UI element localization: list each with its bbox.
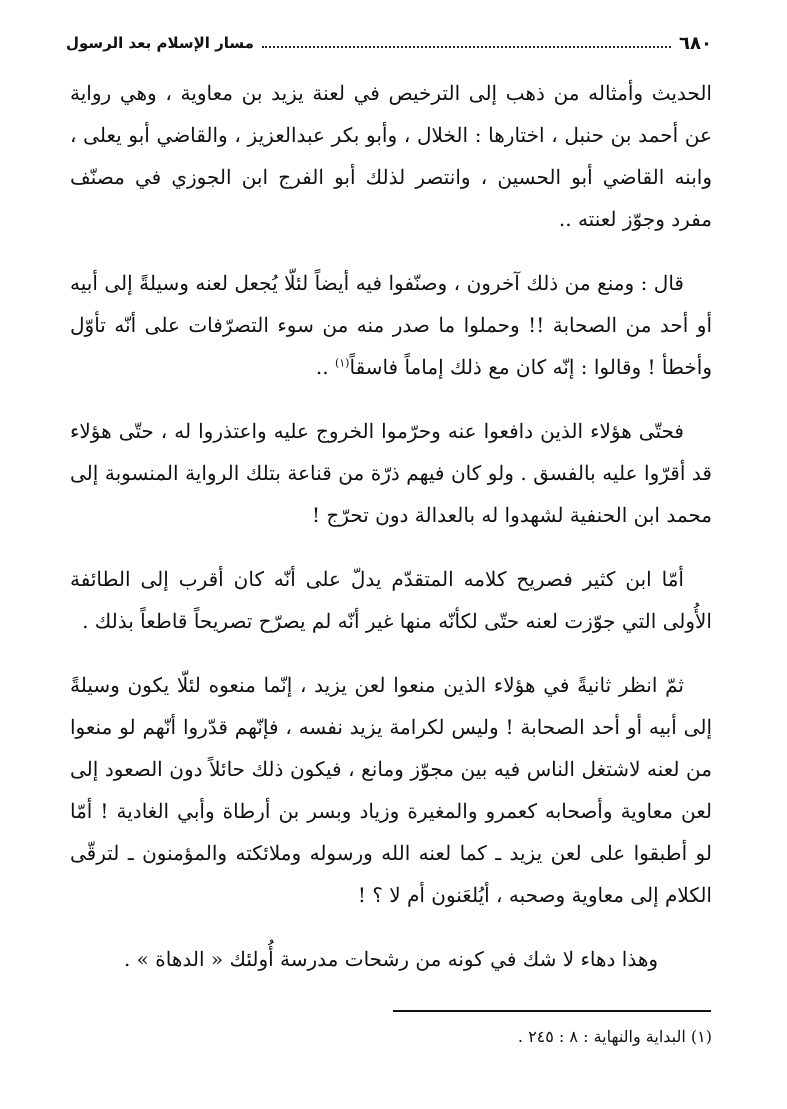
paragraph-3: فحتّى هؤلاء الذين دافعوا عنه وحرّموا الخروج عليه واعتذروا له ، حتّى هؤلاء قد أقرّوا عليه بالفسق . ولو كان فيهم ذرّة من قناعة بتلك الرواية المنسوبة إلى محمد ابن الحنفية لشهدوا له بالعدالة دون تحرّج ! (70, 419, 712, 527)
page-header (66, 26, 712, 60)
footnote-reference: (١) (334, 356, 350, 370)
main-text (70, 72, 712, 1002)
paragraph-2-text: قال : ومنع من ذلك آخرون ، وصنّفوا فيه أيضاً لئلّا يُجعل لعنه وسيلةً إلى أبيه أو أحد من الصحابة !! وحملوا ما صدر منه من سوء التصرّفات على أنّه تأوّل وأخطأ ! وقالوا : إنّه كان مع ذلك إماماً فاسقاً (70, 271, 712, 379)
paragraph-4: أمّا ابن كثير فصريح كلامه المتقدّم يدلّ على أنّه كان أقرب إلى الطائفة الأُولى التي جوّزت لعنه حتّى لكأنّه منها غير أنّه لم يصرّح تصريحاً قاطعاً بذلك . (70, 567, 712, 633)
paragraph-1: الحديث وأمثاله من ذهب إلى الترخيص في لعنة يزيد بن معاوية ، وهي رواية عن أحمد بن حنبل ، اختارها : الخلال ، وأبو بكر عبدالعزيز ، والقاضي أبو يعلى ، وابنه القاضي أبو الحسين ، وانتصر لذلك أبو الفرج ابن الجوزي في مصنّف مفرد وجوّز لعنته .. (70, 81, 712, 231)
header-dotted-leader (262, 46, 671, 48)
paragraph-2-tail: .. (315, 355, 335, 379)
paragraph-6: وهذا دهاء لا شك في كونه من رشحات مدرسة أُولئك « الدهاة » . (123, 947, 659, 971)
footnote-separator (393, 1010, 711, 1012)
page-number: ٦٨٠ (679, 32, 712, 54)
footnote: (١) البداية والنهاية : ٨ : ٢٤٥ . (517, 1027, 712, 1046)
running-title: مسار الإسلام بعد الرسول (66, 34, 254, 52)
paragraph-2 (70, 262, 712, 388)
paragraph-5: ثمّ انظر ثانيةً في هؤلاء الذين منعوا لعن يزيد ، إنّما منعوه لئلّا يكون وسيلةً إلى أبيه أو أحد الصحابة ! وليس لكرامة يزيد نفسه ، فإنّهم قدّروا أنّهم لو منعوا من لعنه لاشتغل الناس فيه بين مجوّز ومانع ، فيكون ذلك حائلاً دون الصعود إلى لعن معاوية وأصحابه كعمرو والمغيرة وزياد وبسر بن أرطاة وأبي الغادية ! أمّا لو أطبقوا على لعن يزيد ـ كما لعنه الله ورسوله وملائكته والمؤمنون ـ لترقّى الكلام إلى معاوية وصحبه ، أيُلعَنون أم لا ؟ ! (70, 673, 712, 907)
